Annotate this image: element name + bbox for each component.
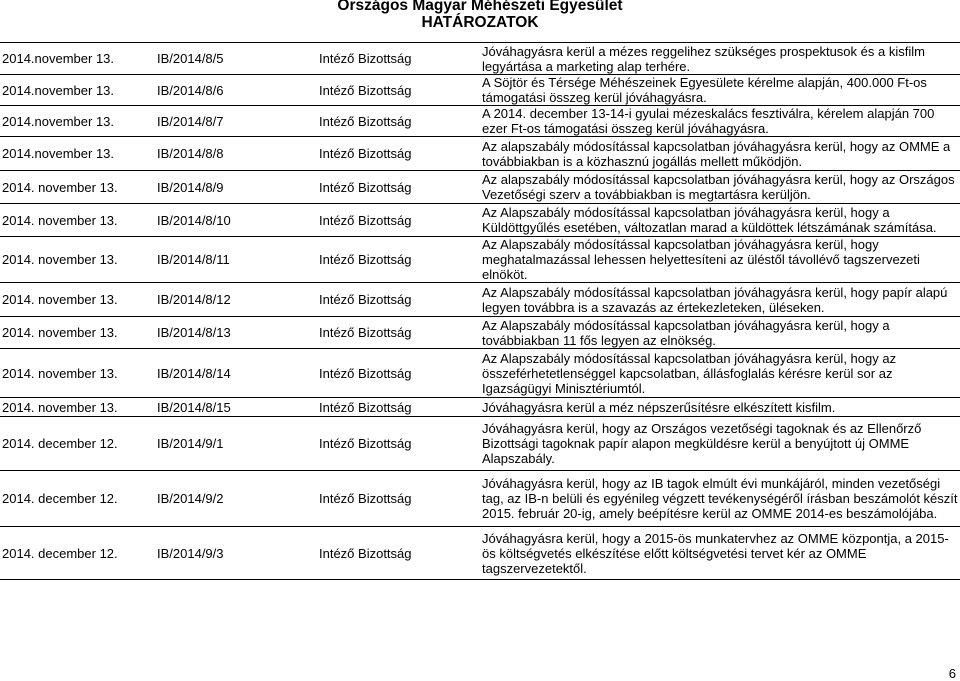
resolution-text: A 2014. december 13-14-i gyulai mézeskalács fesztiválra, kérelem alapján 700 ezer Ft-os támogatási összeg kerül jóváhagyásra. [478, 106, 960, 137]
resolution-id: IB/2014/8/14 [157, 349, 317, 398]
table-row [0, 471, 960, 527]
resolution-body: Intéző Bizottság [317, 317, 478, 349]
organization-title: Országos Magyar Méhészeti Egyesület [337, 0, 623, 14]
page-number: 6 [948, 666, 956, 681]
resolution-id: IB/2014/8/11 [157, 237, 317, 283]
resolution-body: Intéző Bizottság [317, 43, 478, 75]
resolution-id: IB/2014/8/12 [157, 283, 317, 317]
resolutions-table [0, 42, 960, 580]
table-row [0, 317, 960, 349]
resolution-date: 2014. december 12. [0, 417, 157, 471]
resolution-id: IB/2014/8/10 [157, 204, 317, 237]
resolution-date: 2014. november 13. [0, 283, 157, 317]
table-row [0, 204, 960, 237]
resolution-date: 2014. november 13. [0, 171, 157, 204]
resolution-body: Intéző Bizottság [317, 471, 478, 527]
resolution-id: IB/2014/8/9 [157, 171, 317, 204]
resolution-id: IB/2014/9/2 [157, 471, 317, 527]
resolution-text: A Söjtör és Térsége Méhészeinek Egyesülete kérelme alapján, 400.000 Ft-os támogatási összeg kerül jóváhagyásra. [478, 75, 960, 106]
resolution-id: IB/2014/8/5 [157, 43, 317, 75]
resolution-body: Intéző Bizottság [317, 204, 478, 237]
resolution-date: 2014. november 13. [0, 398, 157, 417]
table-row [0, 237, 960, 283]
resolution-body: Intéző Bizottság [317, 349, 478, 398]
resolution-body: Intéző Bizottság [317, 398, 478, 417]
resolution-date: 2014. november 13. [0, 317, 157, 349]
resolution-id: IB/2014/9/1 [157, 417, 317, 471]
resolution-body: Intéző Bizottság [317, 171, 478, 204]
resolution-text: Az alapszabály módosítással kapcsolatban jóváhagyásra kerül, hogy az Országos Vezetőségi szerv a továbbiakban is megtartásra kerüljön. [478, 171, 960, 204]
resolution-id: IB/2014/8/8 [157, 137, 317, 171]
table-row [0, 417, 960, 471]
resolution-date: 2014. december 12. [0, 471, 157, 527]
resolution-date: 2014. november 13. [0, 349, 157, 398]
resolution-id: IB/2014/8/13 [157, 317, 317, 349]
resolution-body: Intéző Bizottság [317, 527, 478, 580]
resolution-date: 2014. december 12. [0, 527, 157, 580]
resolution-body: Intéző Bizottság [317, 75, 478, 106]
resolution-id: IB/2014/8/7 [157, 106, 317, 137]
resolution-body: Intéző Bizottság [317, 283, 478, 317]
table-row [0, 137, 960, 171]
resolution-id: IB/2014/8/15 [157, 398, 317, 417]
table-row [0, 283, 960, 317]
resolution-text: Az alapszabály módosítással kapcsolatban jóváhagyásra kerül, hogy az OMME a továbbiakban is a közhasznú jogállás mellett működjön. [478, 137, 960, 171]
resolution-text: Az Alapszabály módosítással kapcsolatban jóváhagyásra kerül, hogy meghatalmazással lehessen helyettesíteni az üléstől távollévő tagszervezeti elnököt. [478, 237, 960, 283]
resolution-body: Intéző Bizottság [317, 417, 478, 471]
resolution-date: 2014.november 13. [0, 106, 157, 137]
table-row [0, 106, 960, 137]
resolution-text: Az Alapszabály módosítással kapcsolatban jóváhagyásra kerül, hogy az összeférhetetlenséggel kapcsolatban, állásfoglalás kérésre kerül sor az Igazságügyi Minisztériumtól. [478, 349, 960, 398]
resolution-text: Jóváhagyásra kerül, hogy az Országos vezetőségi tagoknak és az Ellenőrző Bizottsági tagoknak papír alapon megküldésre kerül a benyújtott új OMME Alapszabály. [478, 417, 960, 471]
resolution-body: Intéző Bizottság [317, 137, 478, 171]
page-title: HATÁROZATOK [421, 14, 539, 31]
resolution-body: Intéző Bizottság [317, 106, 478, 137]
resolution-date: 2014. november 13. [0, 237, 157, 283]
resolution-date: 2014.november 13. [0, 75, 157, 106]
resolution-text: Jóváhagyásra kerül a mézes reggelihez szükséges prospektusok és a kisfilm legyártása a marketing alap terhére. [478, 43, 960, 75]
resolution-id: IB/2014/8/6 [157, 75, 317, 106]
table-row [0, 527, 960, 580]
resolution-text: Jóváhagyásra kerül a méz népszerűsítésre elkészített kisfilm. [478, 398, 960, 417]
table-row [0, 75, 960, 106]
resolution-date: 2014. november 13. [0, 204, 157, 237]
resolution-text: Jóváhagyásra kerül, hogy a 2015-ös munkatervhez az OMME központja, a 2015-ös költségvetés elkészítése előtt költségvetési tervet kér az OMME tagszervezetektől. [478, 527, 960, 580]
table-row [0, 398, 960, 417]
resolution-date: 2014.november 13. [0, 43, 157, 75]
resolution-text: Az Alapszabály módosítással kapcsolatban jóváhagyásra kerül, hogy papír alapú legyen továbbra is a szavazás az értekezleteken, üléseken. [478, 283, 960, 317]
resolutions-table-body [0, 43, 960, 580]
resolution-text: Jóváhagyásra kerül, hogy az IB tagok elmúlt évi munkájáról, minden vezetőségi tag, az IB-n belüli és egyénileg végzett tevékenységéről írásban beszámolót készít 2015. február 20-ig, amely beépítésre kerül az OMME 2014-es beszámolójába. [478, 471, 960, 527]
resolution-body: Intéző Bizottság [317, 237, 478, 283]
document-header [330, 0, 630, 31]
resolution-date: 2014.november 13. [0, 137, 157, 171]
table-row [0, 171, 960, 204]
resolution-text: Az Alapszabály módosítással kapcsolatban jóváhagyásra kerül, hogy a továbbiakban 11 fős legyen az elnökség. [478, 317, 960, 349]
table-row [0, 43, 960, 75]
table-row [0, 349, 960, 398]
resolution-id: IB/2014/9/3 [157, 527, 317, 580]
resolution-text: Az Alapszabály módosítással kapcsolatban jóváhagyásra kerül, hogy a Küldöttgyűlés esetében, változatlan marad a küldöttek létszámának számítása. [478, 204, 960, 237]
